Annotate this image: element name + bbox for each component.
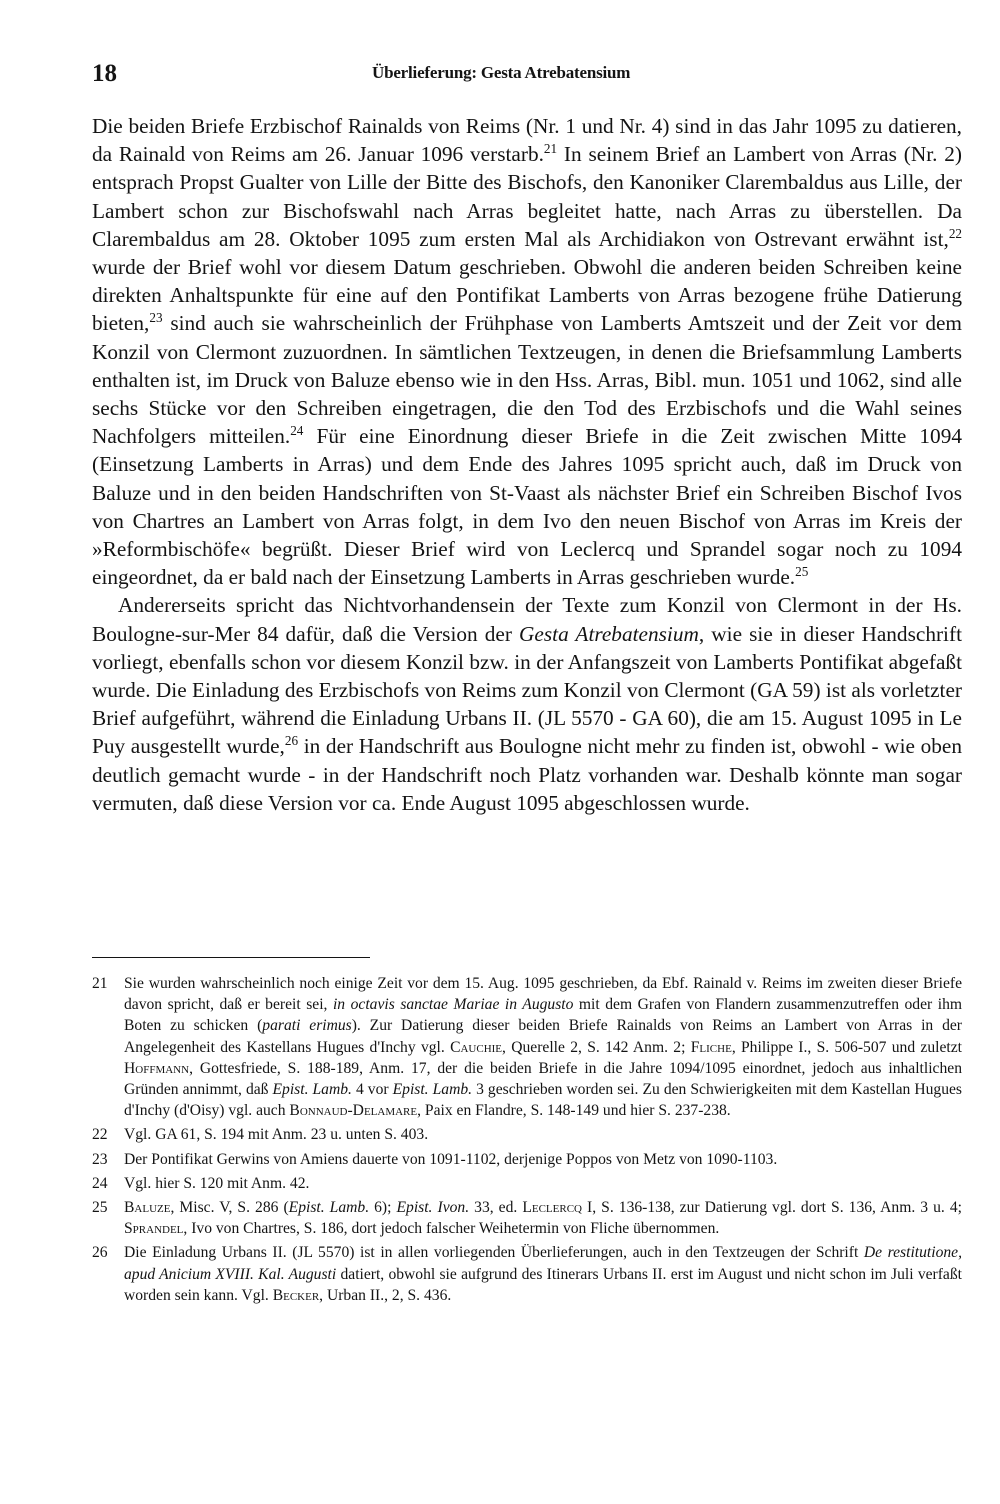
author-name: Leclercq: [522, 1199, 582, 1217]
text-run: ). Zur Datierung dieser beiden Briefe Rainalds von Reims an Lambert von Arras in der Angelegenheit des Kastellans Hugues d'Inchy vgl.: [124, 1017, 962, 1056]
italic-run: Epist. Ivon.: [396, 1199, 470, 1217]
paragraph-1: [92, 112, 962, 591]
text-run: , Misc. V, S. 286 (: [170, 1199, 289, 1217]
footnote-ref-23: 23: [149, 310, 163, 326]
text-run: 6);: [369, 1199, 397, 1217]
text-run: Für eine Einordnung dieser Briefe in die Zeit zwischen Mitte 1094 (Einsetzung Lamberts in Arras) und dem Ende des Jahres 1095 spricht auch, daß im Druck von Baluze und in den beiden Handschriften von St-Vaast als nächster Brief ein Schreiben Bischof Ivos von Chartres an Lambert von Arras folgt, in dem Ivo den neuen Bischof von Arras im Kreis der »Reformbischöfe« begrüßt. Dieser Brief wird von Leclercq und Sprandel sogar noch zu 1094 eingeordnet, da er bald nach der Einsetzung Lamberts in Arras geschrieben wurde.: [92, 424, 962, 590]
text-run: , wie sie in dieser Handschrift vorliegt, ebenfalls schon vor diesem Konzil bzw. in der Anfangszeit von Lamberts Pontifikat abgefaßt wurde. Die Einladung des Erzbischofs von Reims zum Konzil von Clermont (GA 59) ist als vorletzter Brief aufgeführt, während die Einladung Urbans II. (JL 5570 - GA 60), die am 15. August 1095 in Le Puy ausgestellt wurde,: [92, 621, 962, 759]
footnote-22: [92, 1124, 962, 1145]
text-run: sind auch sie wahrscheinlich der Frühphase von Lamberts Amtszeit und der Zeit vor dem Konzil von Clermont zuzuordnen. In sämtlichen Textzeugen, in denen die Briefsammlung Lamberts enthalten ist, im Druck von Baluze ebenso wie in den Hss. Arras, Bibl. mun. 1051 und 1062, sind alle sechs Stücke vor den Schreiben eingetragen, die den Tod des Erzbischofs und die Wahl seines Nachfolgers mitteilen.: [92, 311, 962, 449]
footnote-ref-24: 24: [290, 423, 304, 439]
text-run: , Querelle 2, S. 142 Anm. 2;: [502, 1038, 691, 1056]
footnote-ref-22: 22: [948, 225, 962, 241]
text-run: mit dem Grafen von Flandern zusammenzutreffen oder ihm Boten zu schicken (: [124, 996, 963, 1035]
footnote-text: Vgl. hier S. 120 mit Anm. 42.: [124, 1174, 310, 1192]
text-run: , Ivo von Chartres, S. 186, dort jedoch falscher Weihetermin von Fliche übernommen.: [183, 1220, 720, 1238]
footnote-number: 24: [92, 1174, 108, 1192]
italic-run: Epist. Lamb.: [272, 1081, 352, 1099]
footnote-text: [124, 973, 962, 1121]
footnote-text: Vgl. GA 61, S. 194 mit Anm. 23 u. unten S. 403.: [124, 1126, 429, 1144]
text-run: , Philippe I., S. 506-507 und zuletzt: [731, 1038, 962, 1056]
text-run: datiert, obwohl sie aufgrund des Itinerars Urbans II. erst im August und nicht schon im Juli verfaßt worden sein kann. Vgl.: [124, 1265, 962, 1304]
text-run: 3 geschrieben worden sei. Zu den Schwierigkeiten mit dem Kastellan Hugues d'Inchy (d'Oisy) vgl. auch: [124, 1081, 962, 1120]
work-title: Gesta Atrebatensium: [519, 621, 699, 646]
footnote-text: [124, 1242, 962, 1306]
footnote-25: [92, 1197, 962, 1239]
author-name: Fliche: [690, 1038, 732, 1056]
footnote-divider: [92, 957, 370, 958]
text-run: Die beiden Briefe Erzbischof Rainalds von Reims (Nr. 1 und Nr. 4) sind in das Jahr 1095 zu datieren, da Rainald von Reims am 26. Januar 1096 verstarb.: [92, 114, 962, 167]
text-run: Andererseits spricht das Nichtvorhandensein der Texte zum Konzil von Clermont in der Hs. Boulogne-sur-Mer 84 dafür, daß die Version der: [92, 593, 962, 646]
footnote-24: [92, 1173, 962, 1194]
page-number: 18: [92, 60, 117, 87]
italic-run: Epist. Lamb.: [288, 1199, 370, 1217]
main-text: [92, 112, 962, 817]
footnote-text: Der Pontifikat Gerwins von Amiens dauerte von 1091-1102, derjenige Poppos von Metz von 1090-1103.: [124, 1150, 778, 1168]
author-name: Hoffmann: [124, 1059, 190, 1077]
running-head: Überlieferung: Gesta Atrebatensium: [372, 63, 631, 82]
author-name: Bonnaud-Delamare: [289, 1102, 418, 1120]
footnote-ref-26: 26: [284, 733, 299, 749]
text-run: In seinem Brief an Lambert von Arras (Nr. 2) entsprach Propst Gualter von Lille der Bitte des Bischofs, den Kanoniker Clarembaldus aus Lille, der Lambert schon zur Bischofswahl nach Arras begleitet hatte, nach Arras zu überstellen. Da Clarembaldus am 28. Oktober 1095 zum ersten Mal als Archidiakon von Ostrevant erwähnt ist,: [92, 142, 962, 251]
footnote-number: 26: [92, 1244, 108, 1262]
footnote-ref-21: 21: [543, 141, 558, 157]
italic-run: Epist. Lamb.: [392, 1081, 473, 1099]
paragraph-2: [92, 591, 962, 817]
text-run: , Gottesfriede, S. 188-189, Anm. 17, der die beiden Briefe in die Jahre 1094/1095 einordnet, jedoch aus inhaltlichen Gründen annimmt, daß: [124, 1059, 962, 1099]
text-run: Die Einladung Urbans II. (JL 5570) ist in allen vorliegenden Überlieferungen, auch in den Textzeugen der Schrift: [124, 1244, 864, 1262]
text-run: I, S. 136-138, zur Datierung vgl. dort S. 136, Anm. 3 u. 4;: [581, 1199, 962, 1217]
italic-run: parati erimus: [262, 1017, 352, 1035]
text-run: , Paix en Flandre, S. 148-149 und hier S. 237-238.: [417, 1102, 731, 1120]
footnote-ref-25: 25: [795, 564, 809, 580]
footnotes: [92, 973, 962, 1309]
footnote-26: [92, 1242, 962, 1306]
footnote-23: [92, 1149, 962, 1170]
author-name: Cauchie: [450, 1038, 503, 1056]
footnote-number: 22: [92, 1126, 108, 1144]
text-run: Sie wurden wahrscheinlich noch einige Zeit vor dem 15. Aug. 1095 geschrieben, da Ebf. Rainald v. Reims im zweiten dieser Briefe davon spricht, daß er bereit sei,: [124, 975, 962, 1014]
italic-run: in octavis sanctae Mariae in Augusto: [332, 996, 574, 1014]
text-run: 33, ed.: [469, 1199, 523, 1217]
author-name: Becker: [272, 1286, 320, 1304]
text-run: in der Handschrift aus Boulogne nicht mehr zu finden ist, obwohl - wie oben deutlich gemacht wurde - in der Handschrift noch Platz vorhanden war. Deshalb könnte man sogar vermuten, daß diese Version vor ca. Ende August 1095 abgeschlossen wurde.: [92, 734, 962, 815]
footnote-text: [124, 1197, 962, 1239]
italic-run: De restitutione, apud Anicium XVIII. Kal. Augusti: [124, 1244, 962, 1283]
footnote-number: 21: [92, 975, 108, 992]
author-name: Baluze: [124, 1199, 171, 1217]
text-run: 4 vor: [351, 1081, 393, 1099]
footnote-21: [92, 973, 962, 1121]
text-run: , Urban II., 2, S. 436.: [319, 1286, 452, 1304]
footnote-number: 23: [92, 1150, 108, 1168]
text-run: wurde der Brief wohl vor diesem Datum geschrieben. Obwohl die anderen beiden Schreiben keine direkten Anhaltspunkte für eine auf den Pontifikat Lamberts von Arras bezogene frühe Datierung bieten,: [92, 255, 962, 336]
author-name: Sprandel: [124, 1220, 184, 1238]
footnote-number: 25: [92, 1199, 108, 1217]
